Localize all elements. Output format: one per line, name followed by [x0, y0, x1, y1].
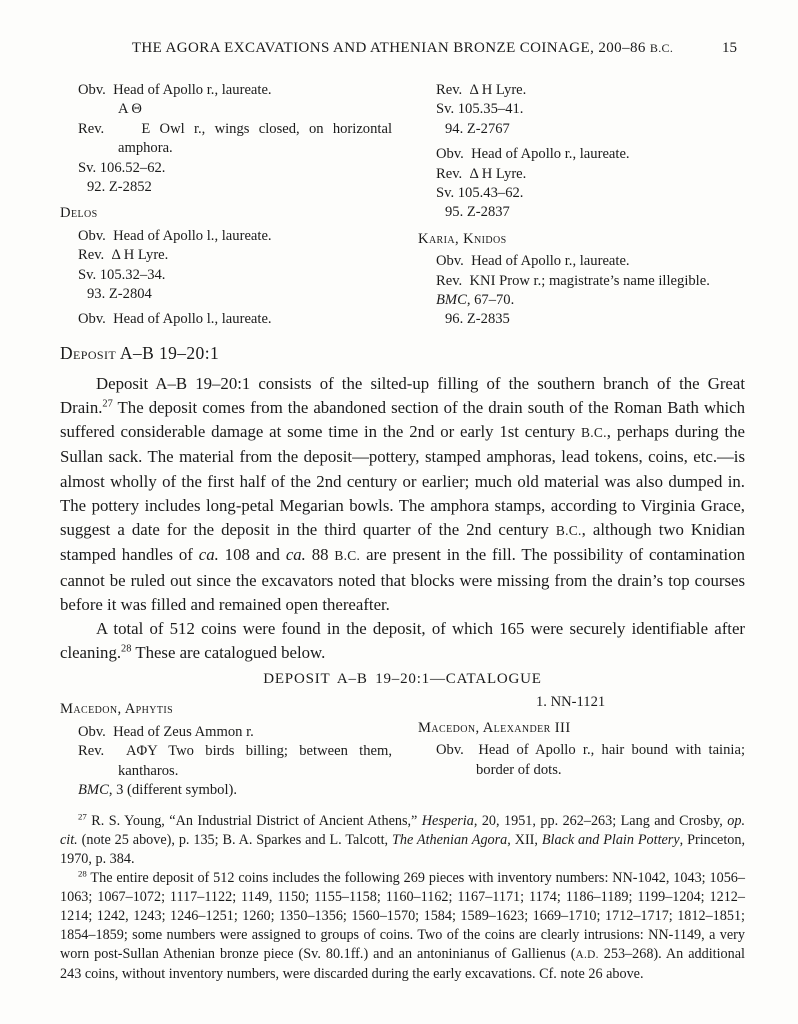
text-run: Rev. Δ H Lyre. — [436, 82, 527, 98]
text-run: 96. Z-2835 — [445, 311, 510, 328]
bmc-ref-line — [60, 781, 392, 800]
footnote-28 — [60, 869, 745, 984]
text-run: Macedon, Aphytis — [60, 701, 174, 718]
text-run: , perhaps during the Sullan sack. The material from the deposit—pottery, stamped amphoras, lead tokens, coins, etc.—is almost wholly of the first half of the 2nd century or earlier; much old material was also dumped in. The pottery includes long-petal Megarian bowls. The amphora stamps, according to Virginia Grace, suggest a date for the deposit in the third quarter of the 2nd century — [60, 422, 745, 540]
text-run: Hesperia — [421, 813, 474, 830]
catalogue-left-column — [60, 693, 392, 800]
text-run: The deposit comes from the abandoned section of the drain south of the Roman Bath which suffered considerable damage at some time in the 2nd or early 1st century — [60, 398, 745, 442]
coin-number-line — [418, 310, 745, 329]
text-run: Sv. 105.32–34. — [78, 266, 166, 283]
text-run: Obv. Head of Apollo r., laureate. — [78, 82, 272, 98]
deposit-section-heading: Deposit A–B 19–20:1 — [60, 342, 220, 363]
mint-heading — [418, 230, 745, 249]
catalogue-right-column — [418, 693, 745, 800]
text-run: Rev. KNΙ Prow r.; magistrate’s name illegible. — [436, 272, 710, 289]
deposit-paragraph-1 — [60, 372, 745, 617]
coin-number-line — [418, 120, 745, 139]
text-run: are present in the fill. The possibility of contamination cannot be ruled out since the excavators noted that blocks were missing from the drain’s top courses before it was filled and remained open thereafter. — [60, 545, 745, 614]
coin-number-line — [418, 203, 745, 222]
running-head-title — [132, 40, 673, 56]
text-run: Obv. Head of Apollo r., laureate. — [436, 146, 630, 163]
text-run: A Θ — [118, 101, 142, 118]
obv-line — [60, 81, 392, 100]
text-run: Karia, Knidos — [418, 230, 507, 247]
rev-line — [418, 81, 745, 100]
text-run: ca. — [198, 545, 219, 565]
text-run: Obv. Head of Zeus Ammon r. — [78, 723, 254, 740]
text-run: Macedon, Alexander III — [418, 719, 571, 736]
sv-ref-line — [60, 266, 392, 285]
text-run: 1. NN-1121 — [536, 694, 606, 711]
rev-line — [418, 165, 745, 184]
text-run: These are catalogued below. — [131, 643, 326, 663]
text-run: , 67–70. — [466, 292, 515, 309]
text-run: 28 — [121, 643, 132, 655]
catalog-top-right-column — [418, 81, 745, 330]
text-run: 93. Z-2804 — [87, 286, 152, 303]
text-run: A total of 512 coins were found in the deposit, of which 165 were securely identifiable after cleaning. — [60, 618, 745, 663]
text-run: BMC — [436, 292, 467, 309]
mint-heading — [60, 204, 392, 223]
running-head — [60, 40, 745, 57]
rev-line — [60, 742, 392, 781]
text-run: 88 — [305, 545, 335, 565]
text-run: , 20, 1951, pp. 262–263; Lang and Crosby, — [473, 813, 728, 830]
text-run: 108 and — [218, 545, 286, 565]
text-run: Deposit A–B 19–20:1 consists of the silted-up filling of the southern branch of the Great Drain. — [60, 373, 745, 418]
page-number: 15 — [722, 40, 737, 56]
text-run: Rev. Δ H Lyre. — [78, 247, 169, 264]
text-run: BMC — [78, 781, 109, 798]
coin-legend-line — [60, 100, 392, 119]
text-run: 94. Z-2767 — [445, 120, 510, 137]
obv-line — [418, 145, 745, 164]
rev-line — [60, 246, 392, 265]
text-run: Rev. AΦY Two birds billing; between them, kantharos. — [78, 743, 392, 779]
text-run: op. cit. — [60, 813, 745, 849]
text-run: The entire deposit of 512 coins includes the following 269 pieces with inventory numbers: NN-1042, 1043; 1056–1063; 1067–1072; 1117–1122; 1149, 1150; 1155–1158; 1160–1162; 1167–1171; 1174; 1186–1189; 1199–1204; 1212–1214; 1242, 1243; 1246–1251; 1260; 1350–1356; 1560–1570; 1584; 1589–1623; 1669–1710; 1712–1717; 1812–1851; 1854–1859; some numbers were assigned to groups of coins. Two of the coins are clearly intrusions: NN-1149, a very worn post-Sullan Athenian bronze piece (Sv. 80.1ff.) and an antoninianus of Gallienus ( — [60, 870, 745, 963]
text-run: The Athenian Agora — [392, 832, 508, 849]
text-run: Sv. 105.35–41. — [436, 101, 524, 118]
footnotes-block — [60, 812, 745, 984]
text-run: B.C. — [334, 548, 361, 564]
text-run: B.C. — [580, 425, 607, 441]
obv-line — [418, 252, 745, 271]
mint-heading — [60, 700, 392, 719]
text-run: , Princeton, 1970, p. 384. — [60, 832, 746, 868]
text-run: , although two Knidian stamped handles of — [60, 520, 745, 565]
text-run: Obv. Head of Apollo l., laureate. — [78, 311, 272, 328]
coin-number-line — [418, 693, 745, 712]
rev-line — [418, 272, 745, 291]
text-run: Sv. 106.52–62. — [78, 159, 166, 176]
text-run: 27 — [102, 398, 113, 410]
text-run: 95. Z-2837 — [445, 204, 510, 221]
text-run: Delos — [60, 205, 98, 222]
text-run: Obv. Head of Apollo r., laureate. — [436, 253, 630, 270]
text-run: Sv. 105.43–62. — [436, 185, 524, 202]
text-run: , XII, — [507, 832, 542, 849]
coin-number-line — [60, 285, 392, 304]
text-run: B.C. — [649, 41, 674, 55]
catalogue-heading: DEPOSIT A–B 19–20:1—CATALOGUE — [263, 671, 542, 688]
mint-heading — [418, 719, 745, 738]
coin-catalog-top — [60, 81, 745, 330]
obv-line — [60, 310, 392, 329]
text-run: 27 — [78, 811, 87, 822]
text-run: Black and Plain Pottery — [541, 832, 680, 849]
catalog-top-left-column — [60, 81, 392, 330]
text-run: Rev. E Owl r., wings closed, on horizontal amphora. — [78, 120, 392, 157]
text-run: 253–268). An additional 243 coins, without inventory numbers, were discarded during the early excavations. Cf. note 26 above. — [60, 946, 745, 983]
text-run: Rev. Δ H Lyre. — [436, 165, 527, 182]
bmc-ref-line — [418, 291, 745, 310]
footnote-27 — [60, 812, 745, 869]
sv-ref-line — [418, 184, 745, 203]
catalogue-columns — [60, 693, 745, 800]
obv-line — [418, 741, 745, 780]
text-run: Obv. Head of Apollo r., hair bound with tainia; border of dots. — [436, 742, 745, 778]
deposit-paragraph-2 — [60, 617, 745, 665]
coin-number-line — [60, 178, 392, 197]
text-run: 28 — [78, 868, 87, 879]
text-run: ca. — [285, 545, 306, 565]
obv-line — [60, 227, 392, 246]
obv-line — [60, 723, 392, 742]
sv-ref-line — [418, 100, 745, 119]
text-run: B.C. — [555, 523, 582, 539]
sv-ref-line — [60, 159, 392, 178]
rev-line — [60, 120, 392, 159]
text-run: R. S. Young, “An Industrial District of Ancient Athens,” — [86, 813, 422, 830]
text-run: , 3 (different symbol). — [108, 781, 238, 798]
text-run: (note 25 above), p. 135; B. A. Sparkes and L. Talcott, — [77, 832, 392, 849]
text-run: Obv. Head of Apollo l., laureate. — [78, 227, 272, 244]
text-run: A.D. — [575, 949, 599, 962]
text-run: 92. Z-2852 — [87, 179, 152, 196]
text-run: THE AGORA EXCAVATIONS AND ATHENIAN BRONZE COINAGE, 200–86 — [131, 40, 650, 56]
